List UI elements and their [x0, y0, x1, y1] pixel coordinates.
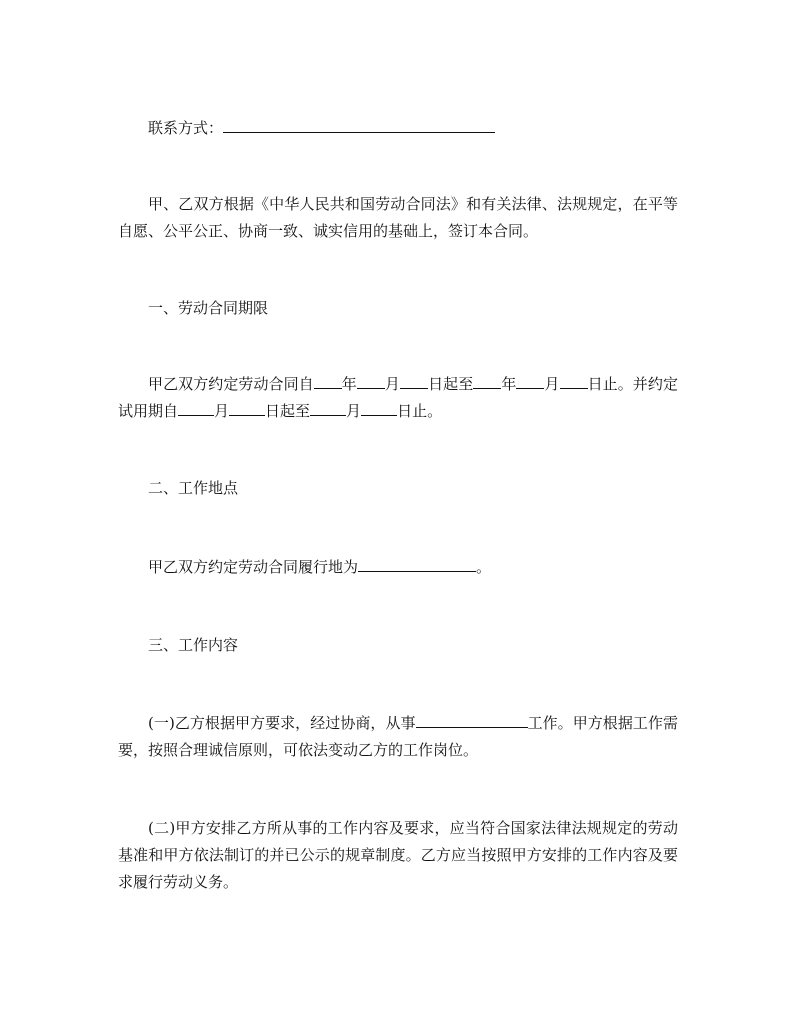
end-label: 日止。: [397, 402, 443, 420]
from-label: 日起至: [428, 375, 474, 393]
probation-start-day-blank: [229, 400, 265, 416]
start-month-blank: [357, 373, 385, 389]
end-year-blank: [473, 373, 501, 389]
preamble-paragraph: 甲、乙双方根据《中华人民共和国劳动合同法》和有关法律、法规规定，在平等自愿、公平公正、协商一致、诚实信用的基础上，签订本合同。: [118, 195, 678, 240]
start-day-blank: [400, 373, 428, 389]
end-and-probation-text: 日止。并约定试用期自: [118, 375, 678, 420]
item-1-text-end: 工作。甲方根据工作需要，按照合理诚信原则，可依法变动乙方的工作岗位。: [118, 714, 678, 759]
probation-start-month-blank: [178, 400, 214, 416]
start-year-blank: [314, 373, 342, 389]
month-label: 月: [544, 375, 560, 393]
contact-blank: [223, 117, 495, 133]
work-location-paragraph: [118, 554, 678, 581]
location-text: 甲乙双方约定劳动合同履行地为: [148, 558, 359, 576]
item-1-text-start: (一)乙方根据甲方要求，经过协商，从事: [148, 714, 416, 732]
end-day-blank: [560, 373, 588, 389]
year-label: 年: [501, 375, 517, 393]
from-label: 日起至: [265, 402, 311, 420]
month-label: 月: [346, 402, 362, 420]
work-content-item-1: [118, 710, 678, 764]
end-month-blank: [516, 373, 544, 389]
term-text-start: 甲乙双方约定劳动合同自: [148, 375, 314, 393]
section-3-heading: 三、工作内容: [148, 636, 239, 654]
job-blank: [416, 712, 528, 728]
contract-term-paragraph: [118, 371, 678, 425]
year-label: 年: [341, 375, 357, 393]
month-label: 月: [384, 375, 400, 393]
contact-label: 联系方式：: [148, 119, 224, 137]
location-blank: [358, 556, 476, 572]
month-label: 月: [214, 402, 230, 420]
probation-end-day-blank: [361, 400, 397, 416]
section-1-heading: 一、劳动合同期限: [148, 299, 269, 317]
section-2-heading: 二、工作地点: [148, 479, 239, 497]
contact-line: [118, 115, 678, 142]
probation-end-month-blank: [310, 400, 346, 416]
period-mark: 。: [476, 558, 492, 576]
work-content-item-2: (二)甲方安排乙方所从事的工作内容及要求，应当符合国家法律法规规定的劳动基准和甲方依法制订的并已公示的规章制度。乙方应当按照甲方安排的工作内容及要求履行劳动义务。: [118, 819, 678, 891]
